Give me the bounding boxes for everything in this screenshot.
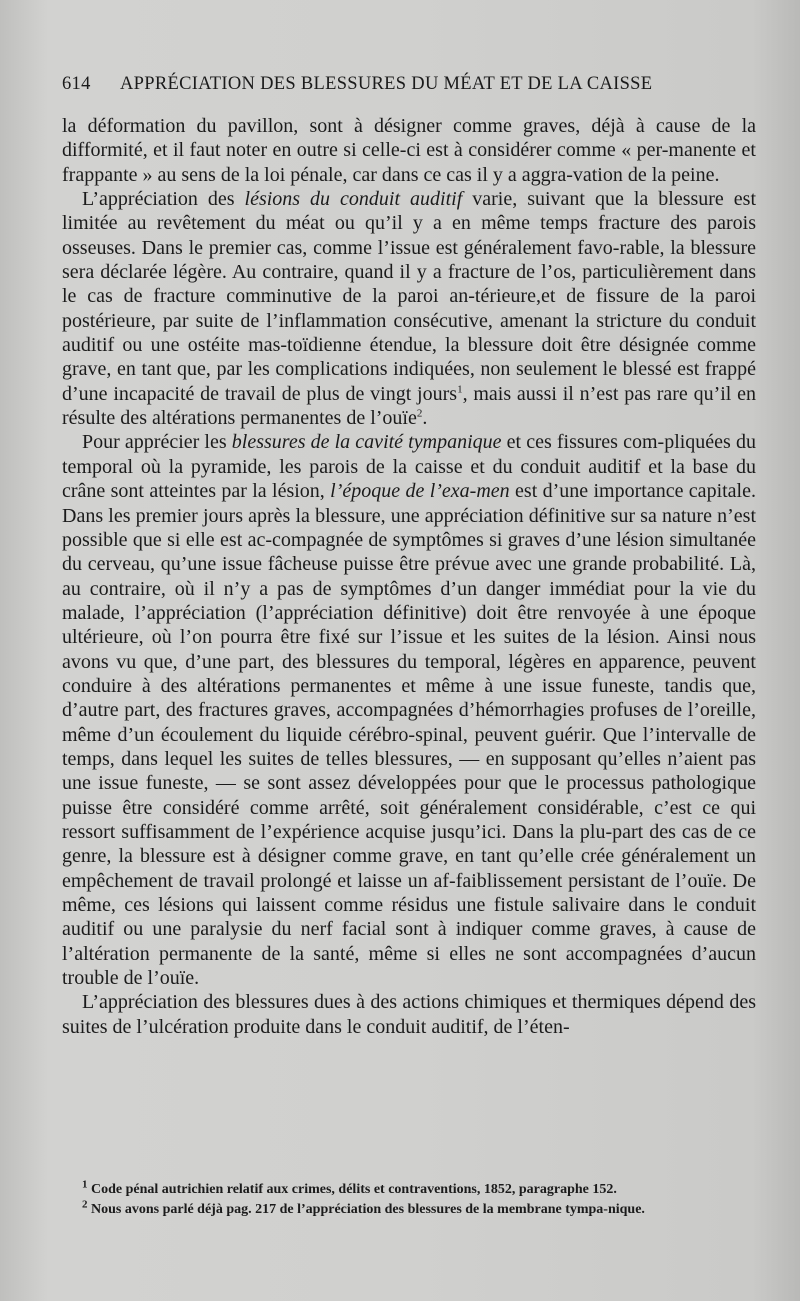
paragraph-2-italic: lésions du conduit auditif xyxy=(244,188,463,211)
running-title: APPRÉCIATION DES BLESSURES DU MÉAT ET DE LA CAISSE xyxy=(120,74,653,94)
paragraph-2-text-c: , mais aussi il n’est pas rare qu’il en résulte des altérations permanentes de l’ouïe xyxy=(62,382,756,430)
paragraph-3-italic-1: blessures de la cavité tympanique xyxy=(231,431,502,454)
paragraph-2-text-a: L’appréciation des xyxy=(82,188,245,211)
footnote-1-text: Code pénal autrichien relatif aux crimes, délits et contraventions, 1852, paragraphe 152. xyxy=(87,1182,617,1197)
footnote-2-marker: 2 xyxy=(82,1198,88,1211)
footnote-1-marker: 1 xyxy=(82,1178,88,1191)
paragraph-2-text-d: . xyxy=(422,407,428,430)
paragraph-3 xyxy=(62,430,756,990)
paragraph-2-text-b: varie, suivant que la blessure est limitée au revêtement du méat ou qu’il y a en même temps fracture des parois osseuses. Dans le premier cas, comme l’issue est généralement favo-rable, la blessure sera déclarée légère. Au contraire, quand il y a fracture de l’os, particulièrement dans le cas de fracture comminutive de la paroi an-térieure,et de fissure de la paroi postérieure, par suite de l’inflammation consécutive, amenant la stricture du conduit auditif ou une ostéite mas-toïdienne étendue, la blessure doit être désignée comme grave, en tant que, par les complications indiquées, non seulement le blessé est frappé d’une incapacité de travail de plus de vingt jours xyxy=(62,188,756,405)
body-text xyxy=(62,114,756,1039)
paragraph-3-text-b: et ces fissures com-pliquées du temporal où la pyramide, les parois de la caisse et du conduit auditif et la base du crâne sont atteintes par la lésion, xyxy=(62,431,756,503)
footnote-1 xyxy=(62,1180,762,1200)
paragraph-1: la déformation du pavillon, sont à désigner comme graves, déjà à cause de la difformité, et il faut noter en outre si celle-ci est à considérer comme « per-manente et frappante » au sens de la loi pénale, car dans ce cas il y a aggra-vation de la peine. xyxy=(62,115,756,186)
footnote-ref-2: 2 xyxy=(416,407,423,420)
footnote-ref-1: 1 xyxy=(457,383,463,396)
running-header xyxy=(62,74,742,100)
paragraph-3-text-a: Pour apprécier les xyxy=(82,431,232,454)
page-number: 614 xyxy=(62,74,91,94)
footnote-2 xyxy=(62,1200,762,1220)
paragraph-3-text-c: est d’une importance capitale. Dans les premier jours après la blessure, une appréciation définitive sur sa nature n’est possible que si elle est ac-compagnée de symptômes si graves d’une lésion simultanée du cerveau, qu’une issue fâcheuse puisse être prévue avec une grande probabilité. Là, au contraire, où il n’y a pas de symptômes d’un danger immédiat pour la vie du malade, l’appréciation (l’appréciation définitive) doit être renvoyée à une époque ultérieure, où l’on pourra être fixé sur l’issue et les suites de la lésion. Ainsi nous avons vu que, d’une part, des blessures du temporal, légères en apparence, peuvent conduire à des altérations permanentes et même à une issue funeste, tandis que, d’autre part, des fractures graves, accompagnées d’hémorrhagies profuses de l’oreille, même d’un écoulement du liquide cérébro-spinal, peuvent guérir. Que l’intervalle de temps, dans lequel les suites de telles blessures, — en supposant qu’elles n’aient pas une issue funeste, — se sont assez développées pour que le processus pathologique puisse être considéré comme arrêté, soit généralement considérable, c’est ce qui ressort suffisamment de l’expérience acquise jusqu’ici. Dans la plu-part des cas de ce genre, la blessure est à désigner comme grave, en tant qu’elle crée généralement un empêchement de travail prolongé et laisse un af-faiblissement persistant de l’ouïe. De même, ces lésions qui laissent comme résidus une fistule salivaire dans le conduit auditif ou une paralysie du nerf facial sont à indiquer comme graves, à cause de l’altération permanente de la santé, même si elles ne sont accompagnées d’aucun trouble de l’ouïe. xyxy=(62,480,756,990)
paragraph-2 xyxy=(62,187,756,430)
paragraph-4: L’appréciation des blessures dues à des actions chimiques et thermiques dépend des suites de l’ulcération produite dans le conduit auditif, de l’éten- xyxy=(62,991,756,1038)
footnote-2-text: Nous avons parlé déjà pag. 217 de l’appréciation des blessures de la membrane tympa-nique. xyxy=(87,1202,645,1217)
footnotes xyxy=(62,1180,762,1220)
paragraph-3-italic-2: l’époque de l’exa-men xyxy=(330,480,510,503)
